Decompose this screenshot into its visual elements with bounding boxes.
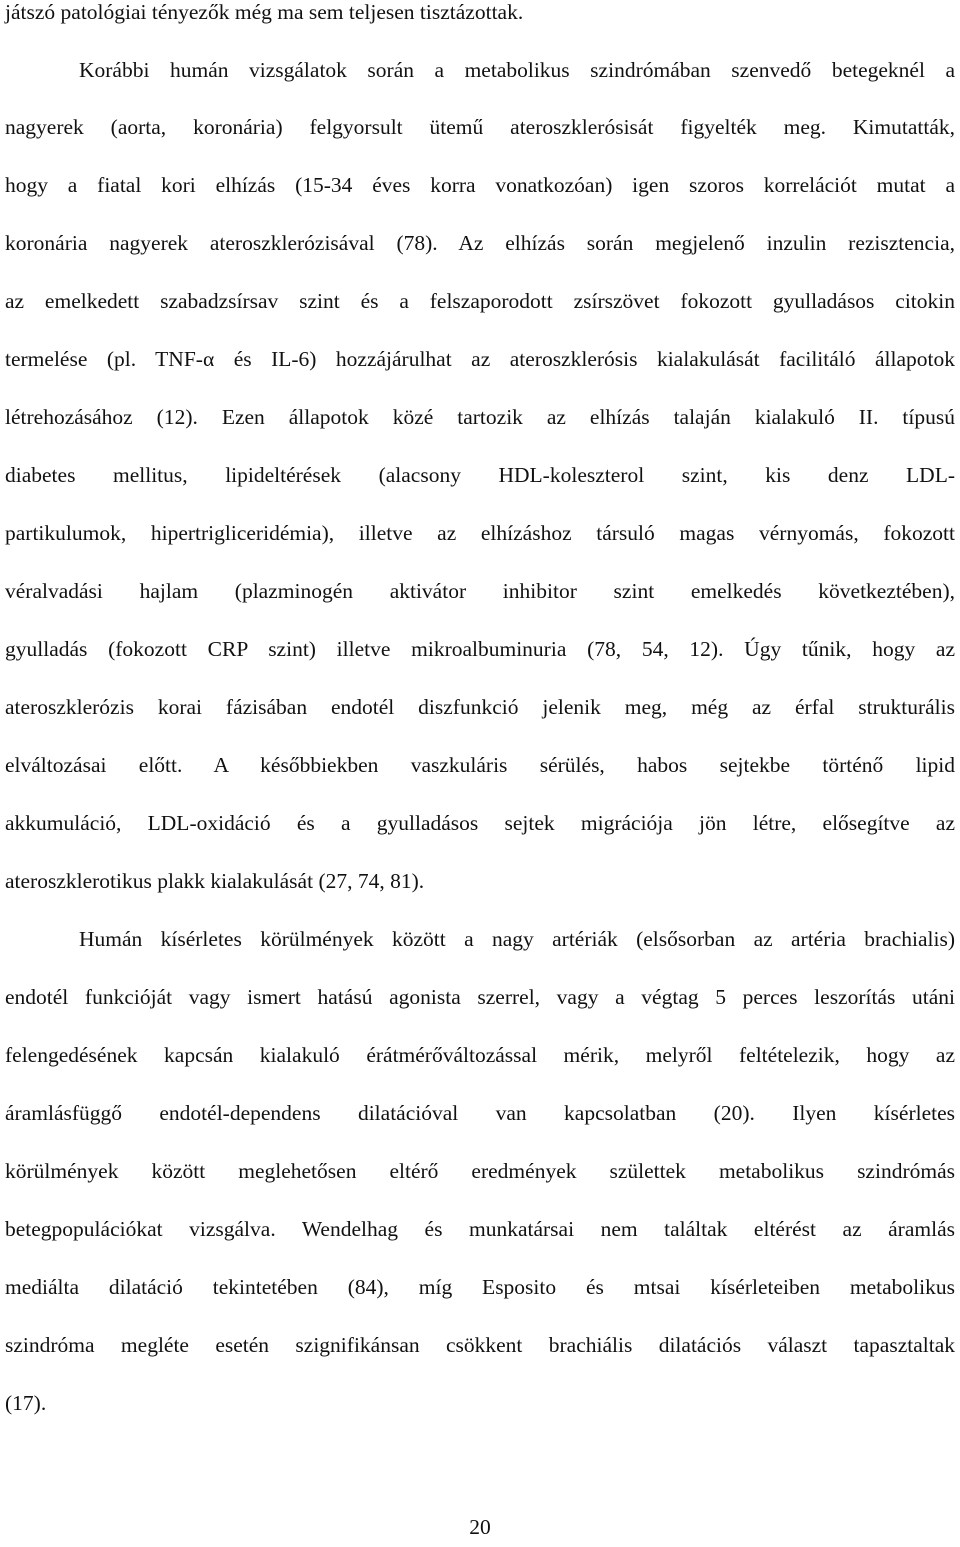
text-line: az emelkedett szabadzsírsav szint és a felszaporodott zsírszövet fokozott gyulladásos citokin [5,289,955,313]
text-line: felengedésének kapcsán kialakuló érátmérőváltozással mérik, melyről feltételezik, hogy az [5,1043,955,1067]
text-line: ateroszklerózis korai fázisában endotél diszfunkció jelenik meg, még az érfal strukturális [5,695,955,719]
text-line: Humán kísérletes körülmények között a nagy artériák (elsősorban az artéria brachialis) [79,927,955,951]
text-line: létrehozásához (12). Ezen állapotok közé tartozik az elhízás talaján kialakuló II. típusú [5,405,955,429]
text-line: Korábbi humán vizsgálatok során a metabolikus szindrómában szenvedő betegeknél a [79,58,955,82]
text-line: mediálta dilatáció tekintetében (84), míg Esposito és mtsai kísérleteiben metabolikus [5,1275,955,1299]
text-line: véralvadási hajlam (plazminogén aktivátor inhibitor szint emelkedés következtében), [5,579,955,603]
text-line: játszó patológiai tényezők még ma sem teljesen tisztázottak. [5,0,524,24]
text-line: diabetes mellitus, lipideltérések (alacsony HDL-koleszterol szint, kis denz LDL- [5,463,955,487]
text-line: szindróma megléte esetén szignifikánsan csökkent brachiális dilatációs választ tapasztaltak [5,1333,955,1357]
text-line: elváltozásai előtt. A későbbiekben vaszkuláris sérülés, habos sejtekbe történő lipid [5,753,955,777]
text-line: koronária nagyerek ateroszklerózisával (78). Az elhízás során megjelenő inzulin rezisztencia, [5,231,955,255]
text-line: körülmények között meglehetősen eltérő eredmények születtek metabolikus szindrómás [5,1159,955,1183]
text-line: endotél funkcióját vagy ismert hatású agonista szerrel, vagy a végtag 5 perces leszorítás utáni [5,985,955,1009]
text-line: ateroszklerotikus plakk kialakulását (27, 74, 81). [5,869,425,893]
text-line: partikulumok, hipertrigliceridémia), illetve az elhízáshoz társuló magas vérnyomás, fokozott [5,521,955,545]
text-line: gyulladás (fokozott CRP szint) illetve mikroalbuminuria (78, 54, 12). Úgy tűnik, hogy az [5,637,955,661]
text-line: termelése (pl. TNF-α és IL-6) hozzájárulhat az ateroszklerósis kialakulását facilitáló állapotok [5,347,955,371]
text-line: (17). [5,1391,47,1415]
text-line: áramlásfüggő endotél-dependens dilatációval van kapcsolatban (20). Ilyen kísérletes [5,1101,955,1125]
text-line: hogy a fiatal kori elhízás (15-34 éves korra vonatkozóan) igen szoros korrelációt mutat a [5,173,955,197]
text-line: nagyerek (aorta, koronária) felgyorsult ütemű ateroszklerósisát figyelték meg. Kimutatták, [5,115,955,139]
text-line: betegpopulációkat vizsgálva. Wendelhag és munkatársai nem találtak eltérést az áramlás [5,1217,955,1241]
page-number: 20 [469,1515,491,1539]
text-line: akkumuláció, LDL-oxidáció és a gyulladásos sejtek migrációja jön létre, elősegítve az [5,811,955,835]
